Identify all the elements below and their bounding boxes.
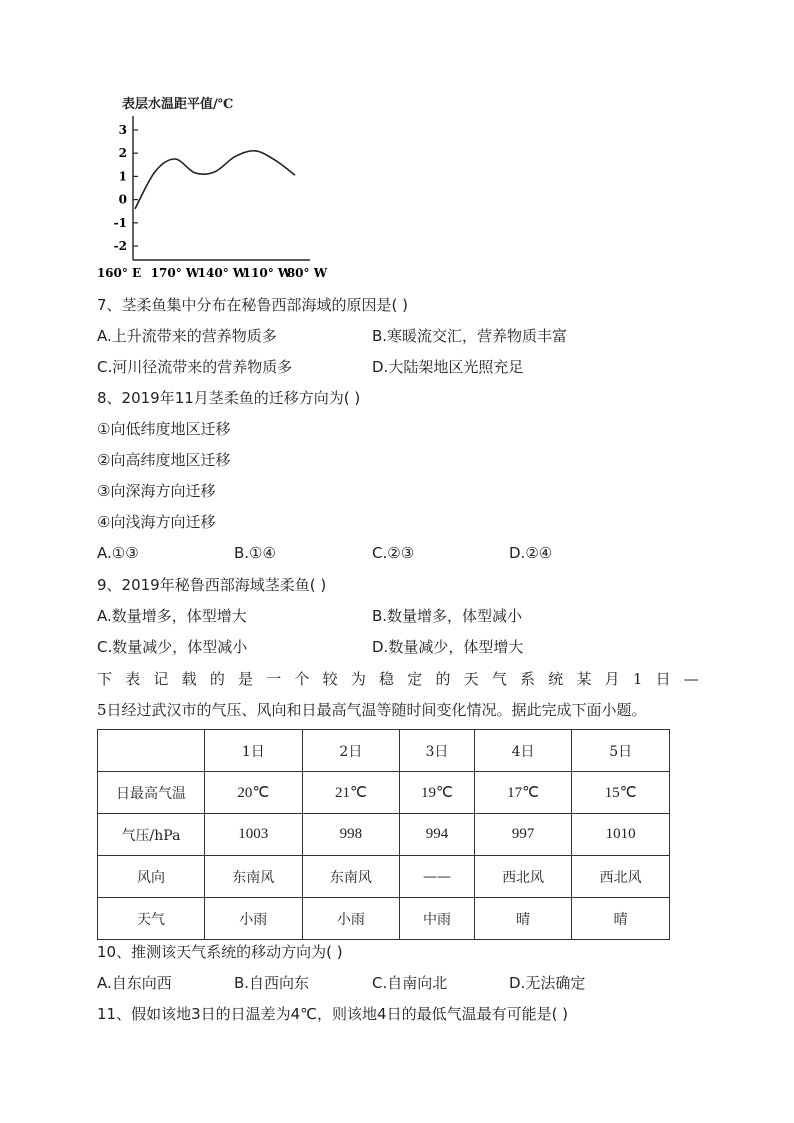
table-row-max-temp: [98, 772, 670, 814]
q10-option-c[interactable]: C.自南向北: [372, 974, 448, 992]
y-tick-label: 1: [118, 169, 127, 184]
y-tick-label: 2: [118, 146, 127, 161]
row-label: 日最高气温: [98, 772, 205, 814]
table-cell: 中雨: [400, 898, 475, 940]
table-cell: 15℃: [572, 772, 670, 814]
table-intro-line1: 下 表 记 载 的 是 一 个 较 为 稳 定 的 天 气 系 统 某 月 1 日 —: [97, 670, 699, 688]
q9-option-a[interactable]: A.数量增多，体型增大: [97, 607, 247, 625]
y-tick-label: -1: [113, 215, 127, 230]
q7-option-d[interactable]: D.大陆架地区光照充足: [372, 358, 524, 376]
q7-stem: 7、茎柔鱼集中分布在秘鲁西部海域的原因是( ): [97, 296, 409, 314]
table-cell: 西北风: [572, 856, 670, 898]
sst-anomaly-line: [135, 151, 295, 209]
q8-option-c[interactable]: C.②③: [372, 544, 415, 562]
table-cell: 997: [474, 814, 572, 856]
x-tick-label: 80° W: [286, 266, 328, 280]
q7-option-a[interactable]: A.上升流带来的营养物质多: [97, 327, 277, 345]
q9-option-b[interactable]: B.数量增多，体型减小: [372, 607, 523, 625]
table-cell: 东南风: [302, 856, 400, 898]
table-header-row: [98, 730, 670, 772]
table-row-wind: [98, 856, 670, 898]
table-corner-cell: [98, 730, 205, 772]
x-tick-label: 110° W: [242, 266, 292, 280]
q8-statement-1: ①向低纬度地区迁移: [97, 420, 231, 438]
table-cell: 小雨: [302, 898, 400, 940]
sst-anomaly-chart: [95, 88, 335, 283]
q10-stem: 10、推测该天气系统的移动方向为( ): [97, 943, 343, 961]
y-tick-label: 3: [118, 122, 127, 137]
q9-option-c[interactable]: C.数量减少，体型减小: [97, 638, 248, 656]
table-cell: 小雨: [205, 898, 303, 940]
table-cell: 20℃: [205, 772, 303, 814]
row-label: 风向: [98, 856, 205, 898]
table-intro-line2: 5日经过武汉市的气压、风向和日最高气温等随时间变化情况。据此完成下面小题。: [97, 701, 647, 719]
header-day-1: 1日: [205, 730, 303, 772]
table-row-pressure: [98, 814, 670, 856]
table-cell: ——: [400, 856, 475, 898]
q8-option-b[interactable]: B.①④: [234, 544, 276, 562]
header-day-3: 3日: [400, 730, 475, 772]
q8-statement-4: ④向浅海方向迁移: [97, 513, 216, 531]
q8-option-a[interactable]: A.①③: [97, 544, 139, 562]
q7-option-c[interactable]: C.河川径流带来的营养物质多: [97, 358, 293, 376]
q9-option-d[interactable]: D.数量减少，体型增大: [372, 638, 524, 656]
table-cell: 晴: [474, 898, 572, 940]
table-cell: 19℃: [400, 772, 475, 814]
q8-option-d[interactable]: D.②④: [509, 544, 553, 562]
x-tick-label: 140° W: [197, 266, 247, 280]
q10-option-d[interactable]: D.无法确定: [509, 974, 586, 992]
header-day-5: 5日: [572, 730, 670, 772]
row-label: 天气: [98, 898, 205, 940]
y-tick-label: -2: [113, 239, 127, 254]
q7-option-b[interactable]: B.寒暖流交汇，营养物质丰富: [372, 327, 568, 345]
table-cell: 1003: [205, 814, 303, 856]
table-cell: 1010: [572, 814, 670, 856]
q8-statement-3: ③向深海方向迁移: [97, 482, 216, 500]
y-tick-label: 0: [118, 192, 127, 207]
q9-stem: 9、2019年秘鲁西部海域茎柔鱼( ): [97, 576, 327, 594]
x-tick-label: 160° E: [96, 266, 142, 280]
table-cell: 994: [400, 814, 475, 856]
table-cell: 21℃: [302, 772, 400, 814]
header-day-2: 2日: [302, 730, 400, 772]
table-cell: 西北风: [474, 856, 572, 898]
table-row-weather: [98, 898, 670, 940]
q10-option-a[interactable]: A.自东向西: [97, 974, 172, 992]
q11-stem: 11、假如该地3日的日温差为4℃，则该地4日的最低气温最有可能是( ): [97, 1005, 569, 1023]
row-label: 气压/hPa: [98, 814, 205, 856]
table-cell: 17℃: [474, 772, 572, 814]
table-cell: 998: [302, 814, 400, 856]
q10-option-b[interactable]: B.自西向东: [234, 974, 310, 992]
x-tick-label: 170° W: [150, 266, 200, 280]
q8-statement-2: ②向高纬度地区迁移: [97, 451, 231, 469]
q8-stem: 8、2019年11月茎柔鱼的迁移方向为( ): [97, 389, 361, 407]
chart-ylabel: 表层水温距平值/℃: [122, 97, 234, 112]
table-cell: 东南风: [205, 856, 303, 898]
table-cell: 晴: [572, 898, 670, 940]
header-day-4: 4日: [474, 730, 572, 772]
weather-table: [97, 729, 670, 940]
